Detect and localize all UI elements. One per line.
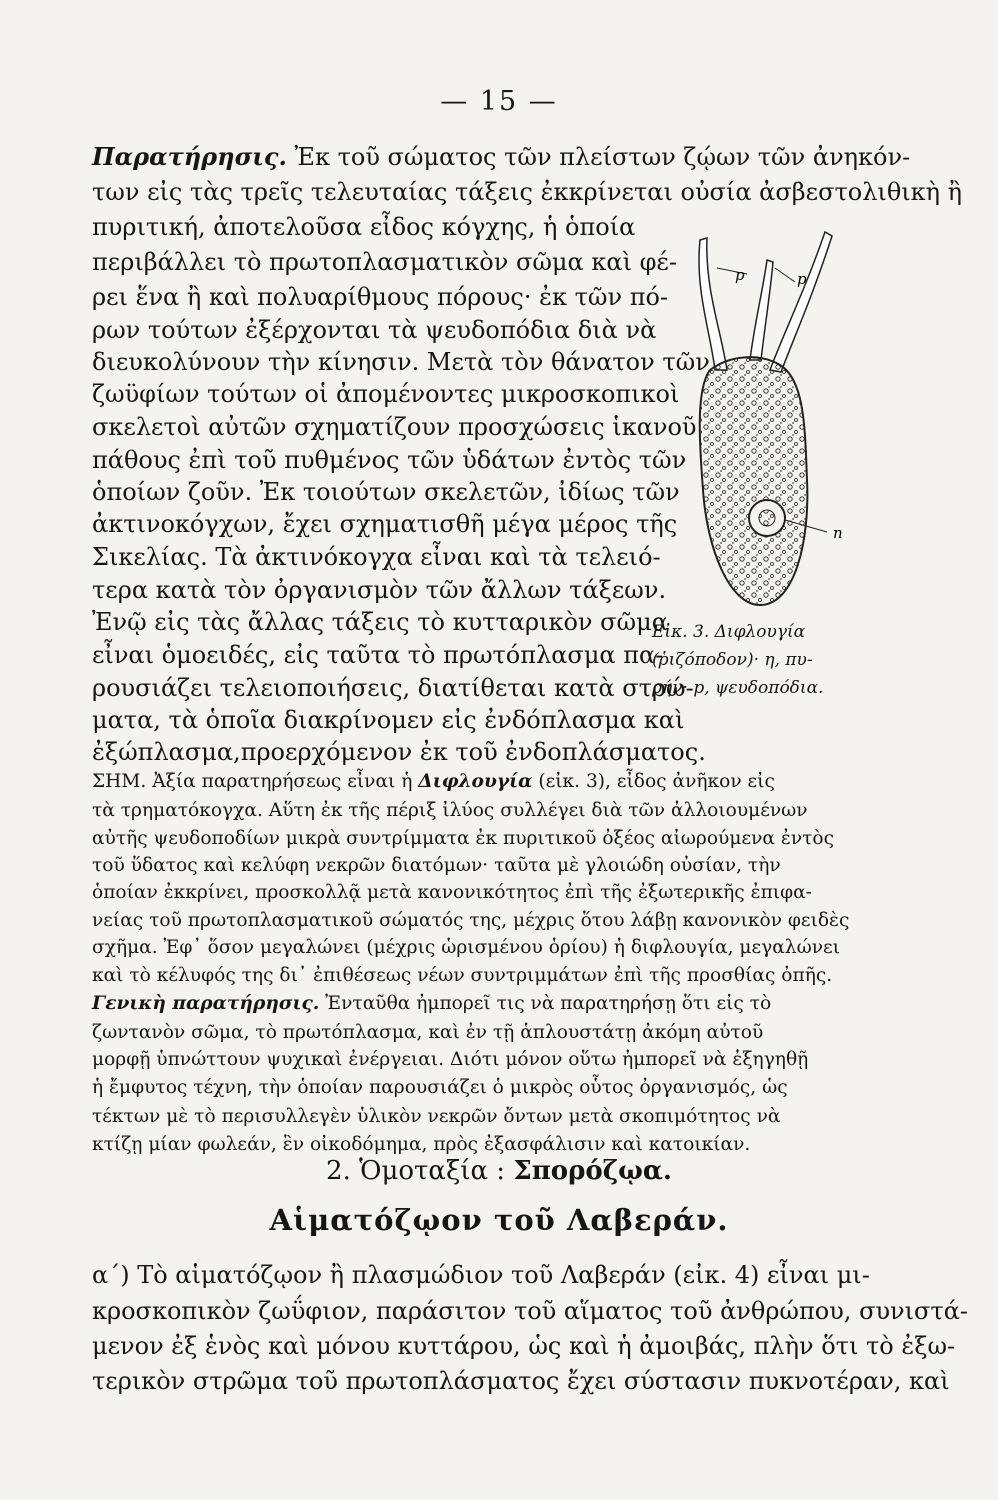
emphasis-heading: Διφλουγία bbox=[418, 771, 533, 792]
text-line bbox=[92, 313, 657, 347]
line-text: πυριτική, ἀποτελοῦσα εἶδος κόγχης, ἡ ὁποία bbox=[92, 213, 636, 241]
text-line bbox=[92, 507, 678, 541]
line-text: σχῆμα. Ἐφ᾽ ὅσον μεγαλώνει (μέχρις ὡρισμένου ὁρίου) ἡ διφλουγία, μεγαλώνει bbox=[92, 937, 840, 958]
text-line bbox=[92, 991, 903, 1017]
line-text: Ἐνταῦθα ἠμπορεῖ τις νὰ παρατηρήσῃ ὅτι εἰς τὸ bbox=[319, 993, 772, 1014]
chapter-title: Αἱματόζῳον τοῦ Λαβεράν. bbox=[269, 1203, 729, 1237]
line-text: πάθους ἐπὶ τοῦ πυθμένος τῶν ὑδάτων ἐντὸς τῶν bbox=[92, 446, 687, 474]
text-line bbox=[92, 175, 963, 209]
text-line bbox=[92, 853, 903, 879]
text-line bbox=[92, 1258, 903, 1292]
line-text: νείας τοῦ πρωτοπλασματικοῦ σώματός της, μέχρις ὅτου λάβῃ κανονικὸν φειδὲς bbox=[92, 910, 850, 931]
line-text: ἡ ἔμφυτος τέχνη, τὴν ὁποίαν παρουσιάζει ὁ μικρὸς οὗτος ὀργανισμός, ὡς bbox=[92, 1077, 788, 1098]
line-text: Σικελίας. Τὰ ἀκτινόκογχα εἶναι καὶ τὰ τελειό- bbox=[92, 543, 661, 571]
line-text: των εἰς τὰς τρεῖς τελευταίας τάξεις ἐκκρίνεται οὐσία ἀσβεστολιθικὴ ἢ bbox=[92, 178, 963, 206]
line-text: ρει ἕνα ἢ καὶ πολυαρίθμους πόρους· ἐκ τῶν πό- bbox=[92, 283, 669, 311]
text-line bbox=[92, 345, 710, 379]
section-heading-label: 2. Ὁμοταξία : bbox=[326, 1156, 514, 1186]
text-line bbox=[92, 280, 669, 314]
line-text: ὁποίαν ἐκκρίνει, προσκολλᾷ μετὰ κανονικότητος ἐπὶ τῆς ἐξωτερικῆς ἐπιφα- bbox=[92, 882, 812, 903]
line-text: ματα, τὰ ὁποῖα διακρίνομεν εἰς ἐνδόπλασμα καὶ bbox=[92, 706, 685, 734]
text-line bbox=[92, 475, 680, 509]
line-text: τοῦ ὕδατος καὶ κελύφη νεκρῶν διατόμων· ταῦτα μὲ γλοιώδη οὐσίαν, τὴν bbox=[92, 855, 781, 876]
line-text: ἐξώπλασμα,προερχόμενον ἐκ τοῦ ἐνδοπλάσματος. bbox=[92, 738, 706, 766]
emphasis-heading: Γενικὴ παρατήρησις. bbox=[92, 993, 320, 1014]
figure-caption-2: (ῥιζόποδον)· η, πυ- bbox=[652, 650, 813, 670]
line-text: ζωντανὸν σῶμα, τὸ πρωτόπλασμα, καὶ ἐν τῇ ἁπλουστάτῃ ἀκόμη αὐτοῦ bbox=[92, 1022, 764, 1043]
text-line bbox=[92, 540, 661, 574]
text-line bbox=[92, 605, 668, 639]
text-line bbox=[92, 1047, 903, 1073]
section-heading bbox=[0, 1156, 998, 1186]
figure-caption-1: Εἰκ. 3. Διφλουγία bbox=[652, 622, 806, 642]
label-p-left: p bbox=[735, 266, 745, 284]
text-line bbox=[92, 638, 664, 672]
line-text: Ἐκ τοῦ σώματος τῶν πλείστων ζῴων τῶν ἀνηκόν- bbox=[286, 143, 911, 171]
text-line bbox=[92, 245, 677, 279]
line-text: εἶναι ὁμοειδές, εἰς ταῦτα τὸ πρωτόπλασμα πα- bbox=[92, 641, 664, 669]
pseudopod-left bbox=[699, 238, 727, 370]
text-line bbox=[92, 769, 903, 795]
text-line bbox=[92, 1104, 903, 1130]
line-text: κροσκοπικὸν ζωΰφιον, παράσιτον τοῦ αἵματος τοῦ ἀνθρώπου, συνιστά- bbox=[92, 1297, 969, 1325]
page-number: — 15 — bbox=[440, 86, 558, 117]
text-line bbox=[92, 703, 685, 737]
line-text: τερα κατὰ τὸν ὀργανισμὸν τῶν ἄλλων τάξεων. bbox=[92, 576, 667, 604]
line-text: καὶ τὸ κέλυφός της δι᾽ ἐπιθέσεως νέων συντριμμάτων ἐπὶ τῆς προσθίας ὀπῆς. bbox=[92, 965, 833, 986]
shell-body bbox=[700, 357, 808, 605]
line-text: τερικὸν στρῶμα τοῦ πρωτοπλάσματος ἔχει σύστασιν πυκνοτέραν, καὶ bbox=[92, 1367, 950, 1395]
text-line bbox=[92, 210, 643, 244]
text-line bbox=[92, 908, 903, 934]
line-text: ζωϋφίων τούτων οἱ ἀπομένοντες μικροσκοπικοὶ bbox=[92, 380, 680, 408]
line-text: μορφῇ ὑπνώττουν ψυχικαὶ ἐνέργειαι. Διότι μόνον οὕτω ἠμπορεῖ νὰ ἐξηγηθῇ bbox=[92, 1049, 809, 1070]
pseudopod-right bbox=[770, 232, 832, 372]
line-text: σκελετοὶ αὐτῶν σχηματίζουν προσχώσεις ἱκανοῦ bbox=[92, 413, 697, 441]
line-text: τὰ τρηματόκογχα. Αὕτη ἐκ τῆς πέριξ ἰλύος συλλέγει διὰ τῶν ἀλλοιουμένων bbox=[92, 800, 808, 821]
text-line bbox=[92, 1020, 903, 1046]
text-line bbox=[92, 1075, 903, 1101]
figure-caption-3: ρήν· p, ψευδοπόδια. bbox=[652, 678, 824, 698]
line-text: ρουσιάζει τελειοποιήσεις, διατίθεται κατὰ στρώ- bbox=[92, 674, 694, 702]
label-p-right: p bbox=[797, 270, 807, 288]
line-text: Ἐνῷ εἰς τὰς ἄλλας τάξεις τὸ κυτταρικὸν σῶμα bbox=[92, 608, 668, 636]
pseudopod-middle bbox=[750, 260, 773, 360]
label-n: n bbox=[833, 524, 843, 542]
text-line bbox=[92, 377, 680, 411]
text-line bbox=[92, 880, 903, 906]
line-text: ὁποίων ζοῦν. Ἐκ τοιούτων σκελετῶν, ἰδίως τῶν bbox=[92, 478, 680, 506]
line-text: ρων τούτων ἐξέρχονται τὰ ψευδοπόδια διὰ νὰ bbox=[92, 316, 657, 344]
text-line bbox=[92, 963, 903, 989]
text-line bbox=[92, 826, 903, 852]
text-line bbox=[92, 798, 903, 824]
text-line bbox=[92, 410, 697, 444]
line-text: (εἰκ. 3), εἶδος ἀνῆκον εἰς bbox=[532, 771, 775, 792]
line-text: μενον ἐξ ἑνὸς καὶ μόνου κυττάρου, ὡς καὶ ἡ ἀμοιβάς, πλὴν ὅτι τὸ ἐξω- bbox=[92, 1332, 956, 1360]
text-line bbox=[92, 1329, 956, 1363]
text-line bbox=[92, 1132, 903, 1158]
line-text: ἀκτινοκόγχων, ἔχει σχηματισθῆ μέγα μέρος τῆς bbox=[92, 510, 678, 538]
line-text: διευκολύνουν τὴν κίνησιν. Μετὰ τὸν θάνατον τῶν bbox=[92, 348, 710, 376]
line-prefix: ΣΗΜ. Ἀξία παρατηρήσεως εἶναι ἡ bbox=[92, 771, 419, 792]
line-text: τέκτων μὲ τὸ περισυλλεγὲν ὑλικὸν νεκρῶν ὄντων μετὰ σκοπιμότητος νὰ bbox=[92, 1106, 781, 1127]
line-text: α΄) Τὸ αἱματόζῳον ἢ πλασμώδιον τοῦ Λαβεράν (εἰκ. 4) εἶναι μι- bbox=[92, 1261, 870, 1289]
line-text: περιβάλλει τὸ πρωτοπλασματικὸν σῶμα καὶ φέ- bbox=[92, 248, 677, 276]
text-line bbox=[92, 443, 687, 477]
line-text: κτίζῃ μίαν φωλεάν, ἓν οἰκοδόμημα, πρὸς ἐξασφάλισιν καὶ κατοικίαν. bbox=[92, 1134, 751, 1155]
text-line bbox=[92, 735, 706, 769]
text-line bbox=[92, 573, 667, 607]
line-text: αὐτῆς ψευδοποδίων μικρὰ συντρίμματα ἐκ πυριτικοῦ ὀξέος αἰωρούμενα ἐντὸς bbox=[92, 828, 835, 849]
text-line bbox=[92, 140, 911, 174]
text-line bbox=[92, 671, 694, 705]
emphasis-heading: Παρατήρησις. bbox=[92, 142, 287, 171]
text-line bbox=[92, 1294, 969, 1328]
difflugia-illustration bbox=[655, 220, 885, 610]
text-line bbox=[92, 1364, 950, 1398]
text-line bbox=[92, 935, 903, 961]
section-heading-name: Σπορόζῳα. bbox=[513, 1156, 672, 1186]
